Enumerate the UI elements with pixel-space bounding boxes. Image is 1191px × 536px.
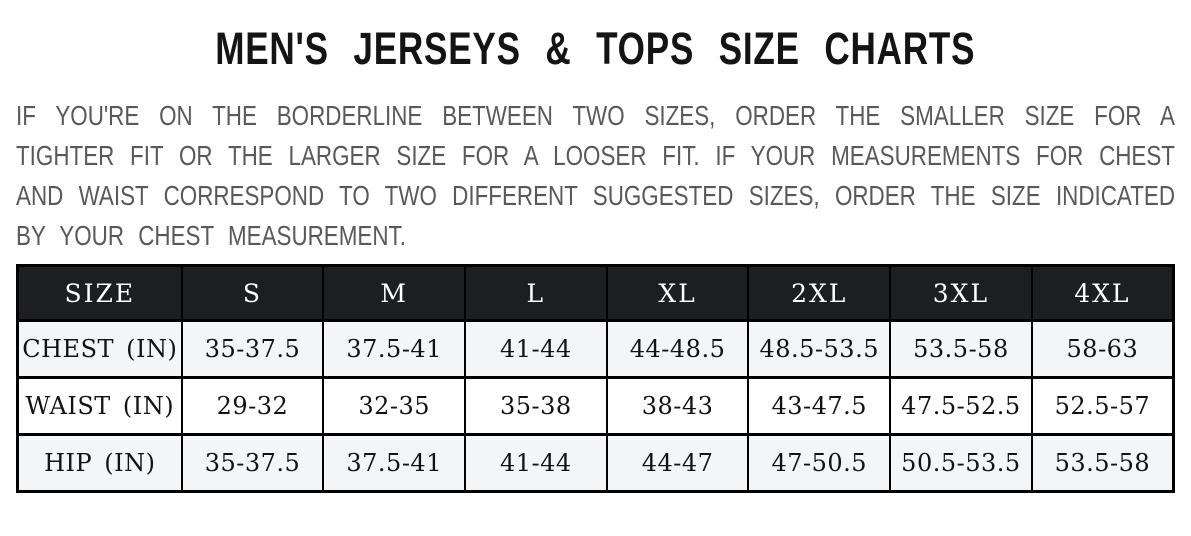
table-cell: 53.5-58 <box>1032 435 1174 492</box>
column-header-size: SIZE <box>18 266 182 321</box>
table-cell: 32-35 <box>323 378 465 435</box>
intro-line: AND WAIST CORRESPOND TO TWO DIFFERENT SUGGESTED SIZES, ORDER THE SIZE INDICATED <box>16 180 1175 211</box>
table-row-hip <box>18 435 1174 492</box>
intro-line: TIGHTER FIT OR THE LARGER SIZE FOR A LOOSER FIT. IF YOUR MEASUREMENTS FOR CHEST <box>16 140 1175 171</box>
column-header-2xl: 2XL <box>748 266 890 321</box>
table-cell: 48.5-53.5 <box>748 321 890 378</box>
table-cell: 35-37.5 <box>182 321 324 378</box>
column-header-m: M <box>323 266 465 321</box>
column-header-4xl: 4XL <box>1032 266 1174 321</box>
table-cell: 41-44 <box>465 435 607 492</box>
table-row-waist <box>18 378 1174 435</box>
row-label: CHEST (IN) <box>18 321 182 378</box>
table-cell: 35-38 <box>465 378 607 435</box>
table-cell: 44-47 <box>607 435 749 492</box>
table-cell: 58-63 <box>1032 321 1174 378</box>
table-cell: 47-50.5 <box>748 435 890 492</box>
table-cell: 43-47.5 <box>748 378 890 435</box>
table-cell: 41-44 <box>465 321 607 378</box>
table-cell: 37.5-41 <box>323 435 465 492</box>
table-row-chest <box>18 321 1174 378</box>
table-cell: 52.5-57 <box>1032 378 1174 435</box>
table-cell: 37.5-41 <box>323 321 465 378</box>
table-header-row <box>18 266 1174 321</box>
table-cell: 50.5-53.5 <box>890 435 1032 492</box>
table-cell: 29-32 <box>182 378 324 435</box>
column-header-3xl: 3XL <box>890 266 1032 321</box>
intro-line: BY YOUR CHEST MEASUREMENT. <box>16 220 406 251</box>
table-cell: 53.5-58 <box>890 321 1032 378</box>
table-cell: 35-37.5 <box>182 435 324 492</box>
row-label: HIP (IN) <box>18 435 182 492</box>
table-cell: 38-43 <box>607 378 749 435</box>
size-chart-table <box>16 264 1175 493</box>
page-title <box>0 23 1191 74</box>
row-label: WAIST (IN) <box>18 378 182 435</box>
intro-line: IF YOU'RE ON THE BORDERLINE BETWEEN TWO SIZES, ORDER THE SMALLER SIZE FOR A <box>16 100 1175 131</box>
table-cell: 44-48.5 <box>607 321 749 378</box>
table-cell: 47.5-52.5 <box>890 378 1032 435</box>
column-header-s: S <box>182 266 324 321</box>
column-header-xl: XL <box>607 266 749 321</box>
column-header-l: L <box>465 266 607 321</box>
intro-paragraph <box>16 96 1175 256</box>
page-title-text: MEN'S JERSEYS & TOPS SIZE CHARTS <box>215 23 976 74</box>
